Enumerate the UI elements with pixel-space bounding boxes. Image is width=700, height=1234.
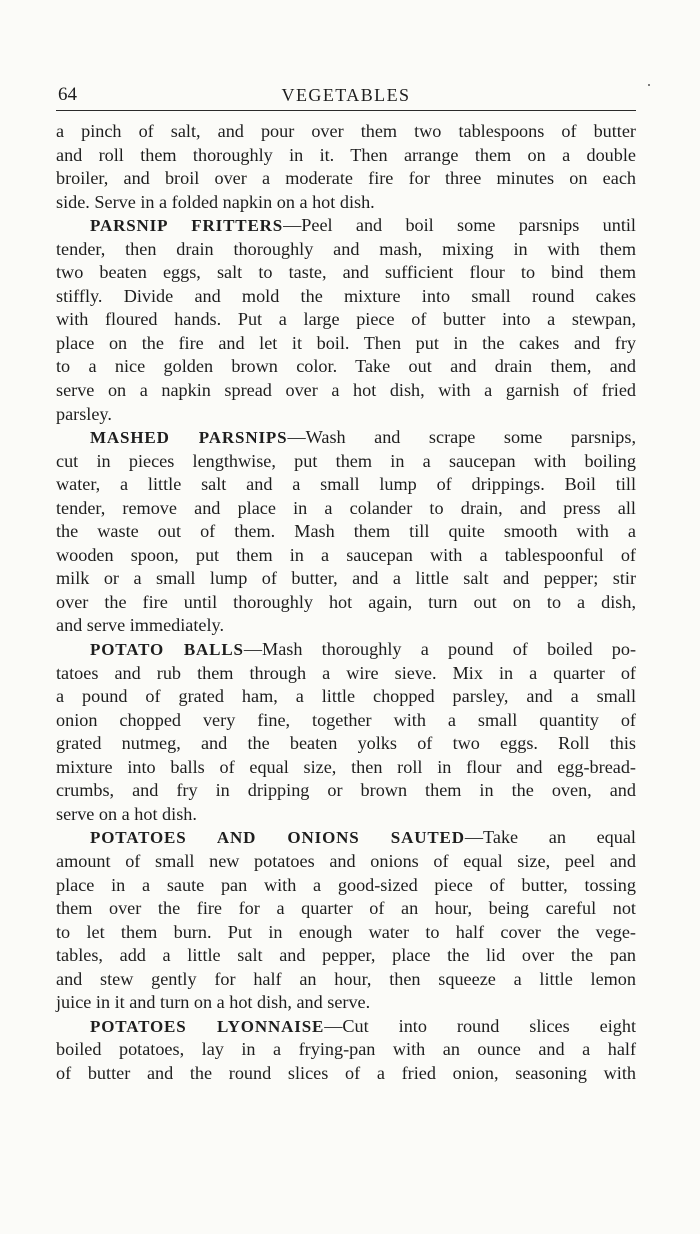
recipe-heading: PARSNIP FRITTERS (90, 216, 284, 236)
text-line (56, 614, 636, 638)
text-line (56, 379, 636, 403)
line-text: grated nutmeg, and the beaten yolks of two eggs. Roll this (56, 733, 636, 754)
text-line (56, 779, 636, 803)
line-text: and serve immediately. (56, 615, 225, 636)
recipe-first-line (56, 426, 636, 450)
text-line (56, 167, 636, 191)
text-line (56, 991, 636, 1015)
recipe-first-line (56, 638, 636, 662)
line-text: tatoes and rub them through a wire sieve. Mix in a quarter of (56, 662, 636, 683)
line-text: the waste out of them. Mash them till quite smooth with a (56, 521, 636, 542)
text-line (56, 191, 636, 215)
line-text: of butter and the round slices of a fried onion, seasoning with (56, 1062, 636, 1083)
line-text: water, a little salt and a small lump of drippings. Boil till (56, 474, 636, 495)
line-text: —Wash and scrape some parsnips, (287, 427, 636, 448)
line-text: stiffly. Divide and mold the mixture into small round cakes (56, 285, 636, 306)
text-line (56, 497, 636, 521)
text-line (56, 591, 636, 615)
text-line (56, 968, 636, 992)
text-line (56, 261, 636, 285)
recipe-first-line (56, 826, 636, 850)
line-text: serve on a napkin spread over a hot dish, with a garnish of fried (56, 380, 636, 401)
text-line (56, 567, 636, 591)
text-line (56, 450, 636, 474)
line-text: onion chopped very fine, together with a small quantity of (56, 709, 636, 730)
recipe-heading: POTATO BALLS (90, 640, 244, 660)
line-text: two beaten eggs, salt to taste, and sufficient flour to bind them (56, 262, 636, 283)
text-line (56, 662, 636, 686)
line-text: to a nice golden brown color. Take out and drain them, and (56, 356, 636, 377)
line-text: with floured hands. Put a large piece of butter into a stewpan, (56, 309, 636, 330)
recipe-first-line (56, 1015, 636, 1039)
line-text: amount of small new potatoes and onions of equal size, peel and (56, 850, 636, 871)
text-line (56, 732, 636, 756)
recipe-heading: MASHED PARSNIPS (90, 428, 288, 448)
page-number: 64 (58, 84, 77, 105)
text-line (56, 308, 636, 332)
text-line (56, 520, 636, 544)
text-line (56, 756, 636, 780)
line-text: and roll them thoroughly in it. Then arrange them on a double (56, 144, 636, 165)
text-line (56, 1062, 636, 1086)
line-text: —Cut into round slices eight (324, 1015, 636, 1036)
line-text: them over the fire for a quarter of an hour, being careful not (56, 898, 636, 919)
text-line (56, 1038, 636, 1062)
body-text (56, 120, 636, 1085)
line-text: tender, then drain thoroughly and mash, mixing in with them (56, 238, 636, 259)
text-line (56, 120, 636, 144)
text-line (56, 897, 636, 921)
line-text: place in a saute pan with a good-sized piece of butter, tossing (56, 874, 636, 895)
text-line (56, 921, 636, 945)
line-text: crumbs, and fry in dripping or brown them in the oven, and (56, 780, 636, 801)
line-text: over the fire until thoroughly hot again, turn out on to a dish, (56, 591, 636, 612)
line-text: and stew gently for half an hour, then squeeze a little lemon (56, 968, 636, 989)
text-line (56, 850, 636, 874)
line-text: serve on a hot dish. (56, 803, 197, 824)
line-text: parsley. (56, 403, 112, 424)
recipe-first-line (56, 214, 636, 238)
text-line (56, 685, 636, 709)
line-text: to let them burn. Put in enough water to half cover the vege- (56, 921, 636, 942)
text-line (56, 944, 636, 968)
recipe-heading: POTATOES LYONNAISE (90, 1016, 325, 1036)
text-line (56, 874, 636, 898)
line-text: wooden spoon, put them in a saucepan with a tablespoonful of (56, 544, 636, 565)
line-text: tables, add a little salt and pepper, place the lid over the pan (56, 945, 636, 966)
text-line (56, 238, 636, 262)
text-line (56, 544, 636, 568)
line-text: broiler, and broil over a moderate fire for three minutes on each (56, 168, 636, 189)
line-text: —Take an equal (464, 827, 636, 848)
text-line (56, 144, 636, 168)
line-text: cut in pieces lengthwise, put them in a saucepan with boiling (56, 450, 636, 471)
recipe-heading: POTATOES AND ONIONS SAUTED (90, 828, 465, 848)
line-text: a pound of grated ham, a little chopped parsley, and a small (56, 686, 636, 707)
line-text: —Mash thoroughly a pound of boiled po- (243, 639, 637, 660)
line-text: a pinch of salt, and pour over them two tablespoons of butter (56, 121, 636, 141)
line-text: mixture into balls of equal size, then roll in flour and egg-bread- (56, 756, 636, 777)
text-line (56, 403, 636, 427)
line-text: side. Serve in a folded napkin on a hot dish. (56, 191, 375, 212)
line-text: place on the fire and let it boil. Then put in the cakes and fry (56, 332, 636, 353)
text-line (56, 709, 636, 733)
line-text: juice in it and turn on a hot dish, and serve. (56, 992, 371, 1013)
text-line (56, 473, 636, 497)
text-line (56, 355, 636, 379)
line-text: boiled potatoes, lay in a frying-pan with an ounce and a half (56, 1039, 636, 1060)
text-line (56, 332, 636, 356)
running-title: VEGETABLES (281, 85, 411, 105)
line-text: —Peel and boil some parsnips until (283, 215, 636, 236)
ink-speck (648, 84, 650, 86)
line-text: milk or a small lump of butter, and a little salt and pepper; stir (56, 568, 636, 589)
page-header (56, 82, 636, 111)
text-line (56, 803, 636, 827)
line-text: tender, remove and place in a colander to drain, and press all (56, 497, 636, 518)
text-line (56, 285, 636, 309)
